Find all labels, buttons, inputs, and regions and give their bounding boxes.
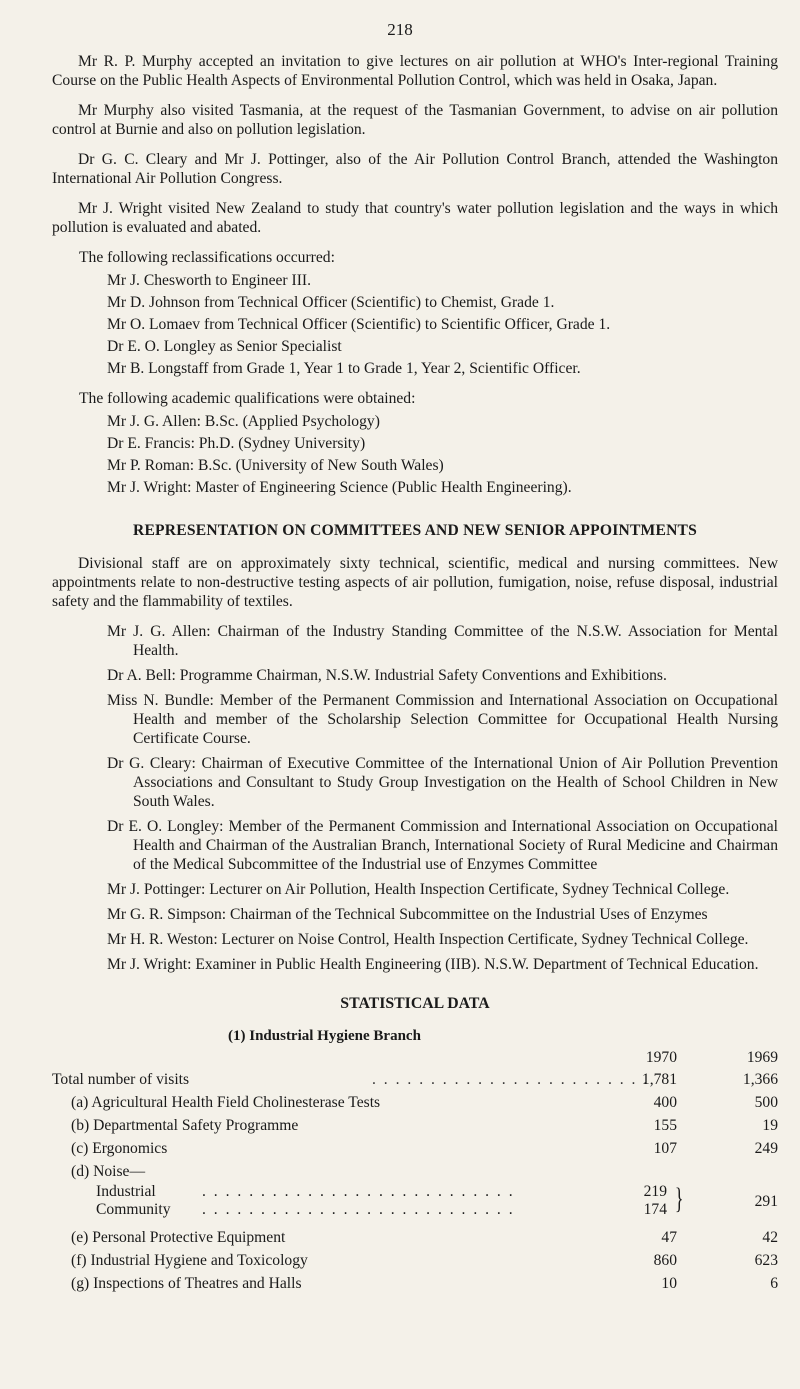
list-item: Mr J. G. Allen: B.Sc. (Applied Psychology) [107, 413, 380, 430]
committee-entry: Mr J. G. Allen: Chairman of the Industry Standing Committee of the N.S.W. Association for Mental Health. [107, 623, 778, 659]
paragraph: Dr G. C. Cleary and Mr J. Pottinger, also of the Air Pollution Control Branch, attended the Washington International Air Pollution Congress. [52, 151, 778, 187]
committee-entry: Dr E. O. Longley: Member of the Permanent Commission and International Association on Occupational Health and Chairman of the Australian Branch, International Society of Rural Medicine and Chairman of the Medical Subcommittee of the Industrial use of Enzymes Committee [107, 818, 778, 873]
value-1970: 1,781 [641, 1071, 677, 1088]
value-1970: 107 [653, 1140, 677, 1157]
table-row [52, 1274, 778, 1297]
committee-entry: Mr G. R. Simpson: Chairman of the Technical Subcommittee on the Industrial Uses of Enzymes [107, 906, 708, 923]
value-1970: 47 [661, 1229, 677, 1246]
column-header-1969: 1969 [746, 1049, 778, 1066]
value-1969: 249 [754, 1140, 778, 1157]
list-item: Mr J. Chesworth to Engineer III. [107, 272, 311, 289]
value-1970: 400 [653, 1094, 677, 1111]
brace-icon: } [674, 1182, 684, 1215]
column-header-1970: 1970 [645, 1049, 677, 1066]
table-row [52, 1228, 778, 1251]
reclassifications-lead: The following reclassifications occurred: [79, 249, 335, 266]
value-1969: 6 [770, 1275, 778, 1292]
value-1970: 219 [643, 1183, 667, 1200]
row-label: (b) Departmental Safety Programme [71, 1117, 299, 1134]
section-heading: REPRESENTATION ON COMMITTEES AND NEW SENIOR APPOINTMENTS [133, 522, 697, 539]
list-item: Mr O. Lomaev from Technical Officer (Scientific) to Scientific Officer, Grade 1. [107, 316, 611, 333]
value-1969: 1,366 [742, 1071, 778, 1088]
table-row [52, 1251, 778, 1274]
list-item: Dr E. O. Longley as Senior Specialist [107, 338, 342, 355]
row-label: (c) Ergonomics [71, 1140, 168, 1157]
table-row [52, 1162, 778, 1182]
row-label: (g) Inspections of Theatres and Halls [71, 1275, 302, 1292]
committee-entry: Mr J. Wright: Examiner in Public Health Engineering (IIB). N.S.W. Department of Technical Education. [107, 956, 759, 973]
statistics-subheading: (1) Industrial Hygiene Branch [228, 1028, 421, 1044]
value-1969: 19 [762, 1117, 778, 1134]
value-1970: 10 [661, 1275, 677, 1292]
paragraph: Divisional staff are on approximately sixty technical, scientific, medical and nursing committees. New appointments relate to non-destructive testing aspects of air pollution, fumigation, noise, refuse disposal, industrial safety and the flammability of textiles. [52, 555, 778, 610]
noise-rows [52, 1182, 778, 1228]
table-row [52, 1070, 778, 1093]
value-1970: 155 [653, 1117, 677, 1134]
page-number: 218 [387, 20, 413, 39]
value-1969: 291 [754, 1193, 778, 1210]
statistics-heading: STATISTICAL DATA [340, 995, 490, 1012]
table-header [52, 1048, 778, 1070]
table-row [52, 1139, 778, 1162]
row-label: (f) Industrial Hygiene and Toxicology [71, 1252, 308, 1269]
list-item: Mr B. Longstaff from Grade 1, Year 1 to Grade 1, Year 2, Scientific Officer. [107, 360, 581, 377]
row-label: Community [96, 1201, 171, 1218]
qualifications-lead: The following academic qualifications were obtained: [79, 390, 416, 407]
row-label: (d) Noise— [71, 1163, 146, 1180]
value-1970: 860 [653, 1252, 677, 1269]
committee-entry: Mr H. R. Weston: Lecturer on Noise Control, Health Inspection Certificate, Sydney Technical College. [107, 931, 749, 948]
paragraph: Mr J. Wright visited New Zealand to study that country's water pollution legislation and the ways in which pollution is evaluated and abated. [52, 200, 778, 236]
row-label: Total number of visits [52, 1071, 190, 1088]
paragraph: Mr R. P. Murphy accepted an invitation to give lectures on air pollution at WHO's Inter-regional Training Course on the Public Health Aspects of Environmental Pollution Control, which was held in Osaka, Japan. [52, 53, 778, 89]
leader-dots: . . . . . . . . . . . . . . . . . . . . . . . . . . . [202, 1183, 515, 1200]
list-item: Mr P. Roman: B.Sc. (University of New South Wales) [107, 457, 444, 474]
committee-entry: Miss N. Bundle: Member of the Permanent Commission and International Association on Occupational Health and member of the Scholarship Selection Committee for Occupational Health Nursing Certificate Course. [107, 692, 778, 747]
leader-dots: . . . . . . . . . . . . . . . . . . . . . . . . . . . [202, 1201, 515, 1218]
committee-entry: Dr A. Bell: Programme Chairman, N.S.W. Industrial Safety Conventions and Exhibitions. [107, 667, 667, 684]
row-label: Industrial [96, 1183, 156, 1200]
table-row [52, 1116, 778, 1139]
list-item: Dr E. Francis: Ph.D. (Sydney University) [107, 435, 366, 452]
row-label: (e) Personal Protective Equipment [71, 1229, 286, 1246]
list-item: Mr J. Wright: Master of Engineering Science (Public Health Engineering). [107, 479, 572, 496]
document-body [52, 52, 778, 1297]
leader-dots: . . . . . . . . . . . . . . . . . . . . . . . . [372, 1071, 650, 1088]
committee-entry: Dr G. Cleary: Chairman of Executive Committee of the International Union of Air Pollution Prevention Associations and Consultant to Study Group Investigation on the Health of School Children in New South Wales. [107, 755, 778, 810]
value-1969: 42 [762, 1229, 778, 1246]
statistics-table [52, 1048, 778, 1297]
value-1970: 174 [643, 1201, 667, 1218]
paragraph: Mr Murphy also visited Tasmania, at the request of the Tasmanian Government, to advise on air pollution control at Burnie and also on pollution legislation. [52, 102, 778, 138]
value-1969: 500 [754, 1094, 778, 1111]
list-item: Mr D. Johnson from Technical Officer (Scientific) to Chemist, Grade 1. [107, 294, 555, 311]
committee-entry: Mr J. Pottinger: Lecturer on Air Pollution, Health Inspection Certificate, Sydney Technical College. [107, 881, 730, 898]
table-row [52, 1093, 778, 1116]
row-label: (a) Agricultural Health Field Cholinesterase Tests [71, 1094, 381, 1111]
value-1969: 623 [754, 1252, 778, 1269]
